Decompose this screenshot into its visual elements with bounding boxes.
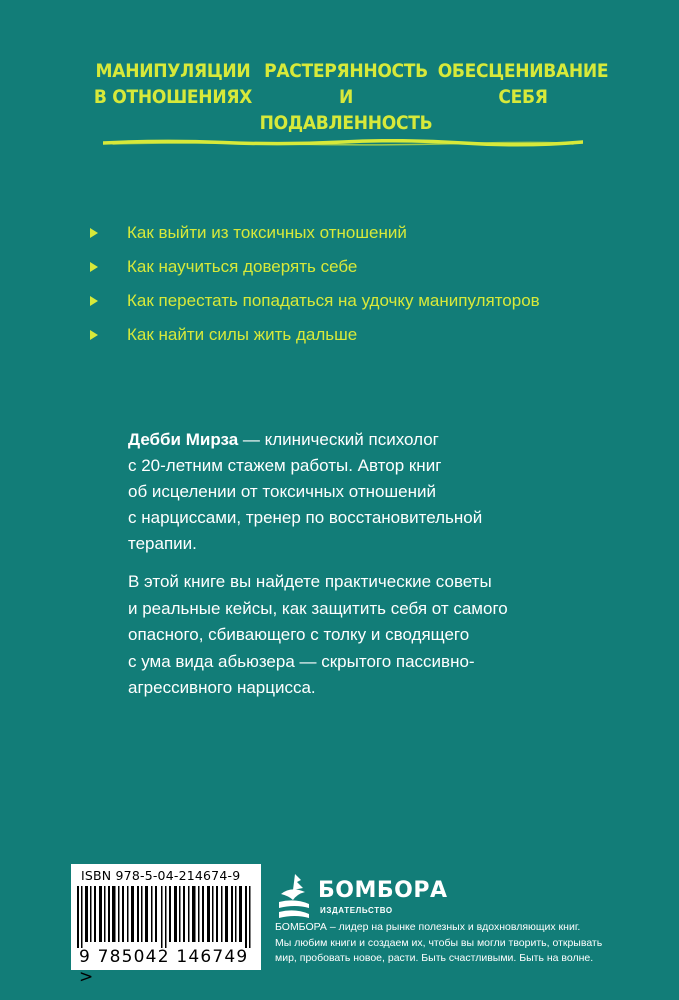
triangle-bullet-icon bbox=[90, 262, 98, 272]
topic-line: СЕБЯ bbox=[498, 86, 548, 108]
bio-line: об исцелении от токсичных отношений bbox=[128, 482, 436, 501]
bombora-wave-icon bbox=[275, 872, 315, 920]
topic-confusion bbox=[256, 58, 436, 136]
topic-line: РАСТЕРЯННОСТЬ bbox=[264, 60, 428, 82]
topic-line: ОБЕСЦЕНИВАНИЕ bbox=[437, 60, 609, 82]
list-item-text: Как найти силы жить дальше bbox=[127, 325, 358, 344]
publisher-text-line: БОМБОРА – лидер на рынке полезных и вдохновляющих книг. bbox=[275, 921, 581, 933]
list-item bbox=[90, 322, 650, 356]
description-line: агрессивного нарцисса. bbox=[128, 678, 316, 697]
list-item bbox=[90, 254, 650, 288]
bio-line: с 20-летним стажем работы. Автор книг bbox=[128, 456, 442, 475]
benefits-list bbox=[90, 220, 650, 356]
description-line: и реальные кейсы, как защитить себя от самого bbox=[128, 598, 508, 618]
list-item bbox=[90, 220, 650, 254]
description-line: опасного, сбивающего с толку и сводящего bbox=[128, 625, 470, 644]
triangle-bullet-icon bbox=[90, 228, 98, 238]
topic-manipulation bbox=[88, 58, 258, 110]
topic-line: МАНИПУЛЯЦИИ bbox=[95, 60, 251, 82]
barcode-digits: 9 785042 146749 > bbox=[79, 947, 249, 987]
author-name: Дебби Мирза bbox=[128, 430, 239, 449]
author-bio bbox=[128, 427, 578, 557]
brush-underline bbox=[103, 139, 583, 147]
topic-devaluation bbox=[433, 58, 613, 110]
publisher-text-line: мир, пробовать новое, расти. Быть счастливыми. Быть на волне. bbox=[275, 952, 594, 964]
publisher-description bbox=[275, 920, 605, 967]
publisher-text-line: Мы любим книги и создаем их, чтобы вы могли творить, открывать bbox=[275, 936, 603, 949]
bio-line: с нарциссами, тренер по восстановительной bbox=[128, 508, 483, 527]
isbn-label: ISBN 978-5-04-214674-9 bbox=[81, 868, 241, 883]
topic-line: И ПОДАВЛЕННОСТЬ bbox=[259, 86, 433, 134]
triangle-bullet-icon bbox=[90, 330, 98, 340]
list-item-text: Как научиться доверять себе bbox=[127, 257, 358, 276]
topics-header bbox=[88, 58, 609, 134]
description-line: В этой книге вы найдете практические советы bbox=[128, 572, 492, 591]
publisher-logo-block bbox=[275, 868, 595, 928]
list-item-text: Как выйти из токсичных отношений bbox=[127, 223, 407, 242]
publisher-name: БОМБОРА bbox=[318, 878, 448, 903]
description-line: с ума вида абьюзера — скрытого пассивно- bbox=[128, 651, 475, 671]
list-item-text: Как перестать попадаться на удочку манипуляторов bbox=[127, 291, 540, 310]
publisher-subtitle: ИЗДАТЕЛЬСТВО bbox=[320, 906, 393, 915]
bio-line: терапии. bbox=[128, 534, 197, 553]
topic-line: В ОТНОШЕНИЯХ bbox=[93, 86, 253, 108]
list-item bbox=[90, 288, 650, 322]
book-description bbox=[128, 569, 578, 702]
bio-line: — клинический психолог bbox=[238, 430, 439, 449]
barcode-bars bbox=[77, 886, 255, 948]
barcode-panel bbox=[71, 864, 261, 987]
triangle-bullet-icon bbox=[90, 296, 98, 306]
